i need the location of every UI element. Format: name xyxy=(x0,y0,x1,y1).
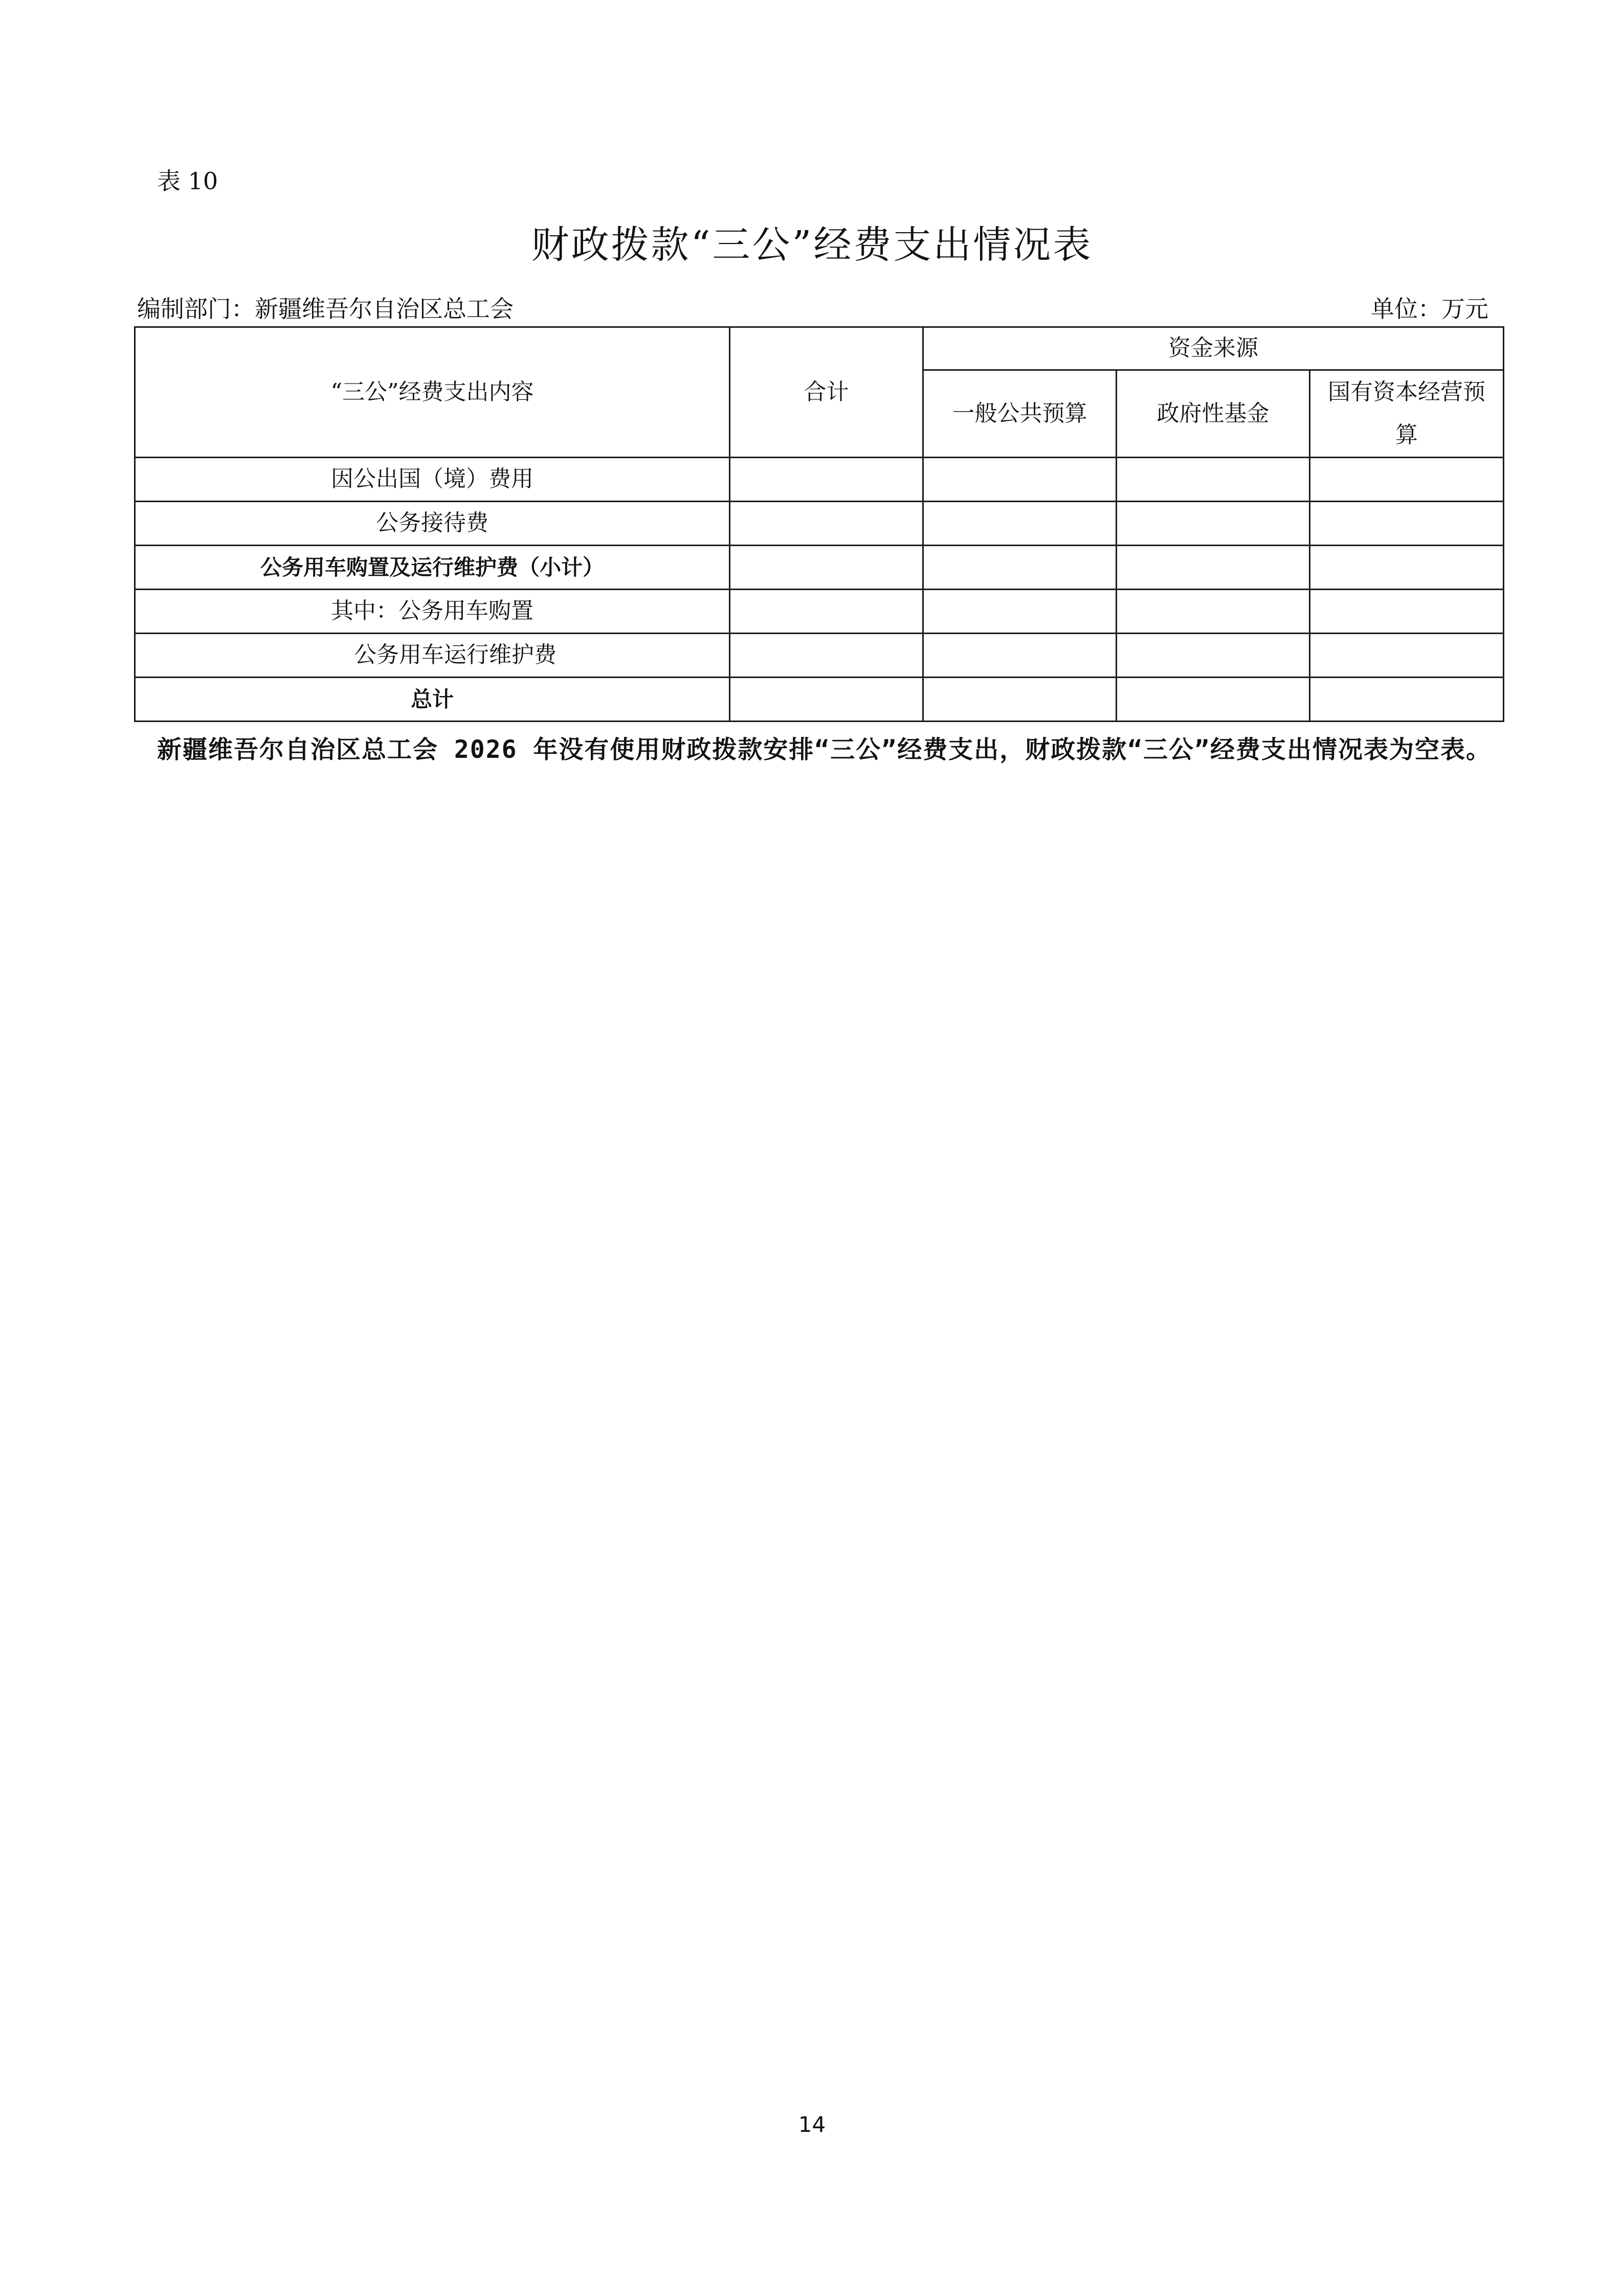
table-row xyxy=(135,678,1504,722)
row-label: 因公出国（境）费用 xyxy=(135,458,730,502)
header-total: 合计 xyxy=(730,327,923,458)
row-label: 其中：公务用车购置 xyxy=(135,590,730,634)
cell-general-budget xyxy=(923,678,1117,722)
cell-total xyxy=(730,546,923,590)
table-row xyxy=(135,590,1504,634)
row-label: 公务用车购置及运行维护费（小计） xyxy=(135,546,730,590)
cell-general-budget xyxy=(923,546,1117,590)
cell-total xyxy=(730,678,923,722)
header-item-content: “三公”经费支出内容 xyxy=(135,327,730,458)
header-funding-source: 资金来源 xyxy=(923,327,1504,370)
table-row xyxy=(135,502,1504,546)
cell-general-budget xyxy=(923,458,1117,502)
cell-state-capital xyxy=(1310,502,1504,546)
cell-general-budget xyxy=(923,634,1117,678)
cell-general-budget xyxy=(923,502,1117,546)
cell-gov-fund xyxy=(1117,678,1310,722)
header-row-1 xyxy=(135,327,1504,370)
cell-gov-fund xyxy=(1117,502,1310,546)
row-label: 公务用车运行维护费 xyxy=(135,634,730,678)
cell-gov-fund xyxy=(1117,590,1310,634)
cell-gov-fund xyxy=(1117,546,1310,590)
row-label: 公务接待费 xyxy=(135,502,730,546)
unit-label: 单位：万元 xyxy=(1371,295,1488,323)
cell-general-budget xyxy=(923,590,1117,634)
table-row xyxy=(135,634,1504,678)
table-row xyxy=(135,546,1504,590)
cell-total xyxy=(730,502,923,546)
cell-state-capital xyxy=(1310,678,1504,722)
cell-state-capital xyxy=(1310,458,1504,502)
cell-gov-fund xyxy=(1117,458,1310,502)
cell-gov-fund xyxy=(1117,634,1310,678)
cell-state-capital xyxy=(1310,546,1504,590)
explanatory-note: 新疆维吾尔自治区总工会 2026 年没有使用财政拨款安排“三公”经费支出，财政拨款“三公”经费支出情况表为空表。 xyxy=(157,735,1492,764)
three-public-expenses-table xyxy=(134,326,1504,722)
cell-total xyxy=(730,590,923,634)
compiling-department: 编制部门：新疆维吾尔自治区总工会 xyxy=(137,295,514,323)
table-label: 表 10 xyxy=(157,167,218,195)
header-state-capital: 国有资本经营预算 xyxy=(1310,370,1504,458)
cell-total xyxy=(730,634,923,678)
page-number: 14 xyxy=(798,2112,826,2137)
cell-state-capital xyxy=(1310,634,1504,678)
table-row xyxy=(135,458,1504,502)
header-gov-fund: 政府性基金 xyxy=(1117,370,1310,458)
cell-state-capital xyxy=(1310,590,1504,634)
row-label: 总计 xyxy=(135,678,730,722)
header-general-budget: 一般公共预算 xyxy=(923,370,1117,458)
cell-total xyxy=(730,458,923,502)
page-title: 财政拨款“三公”经费支出情况表 xyxy=(531,223,1093,267)
